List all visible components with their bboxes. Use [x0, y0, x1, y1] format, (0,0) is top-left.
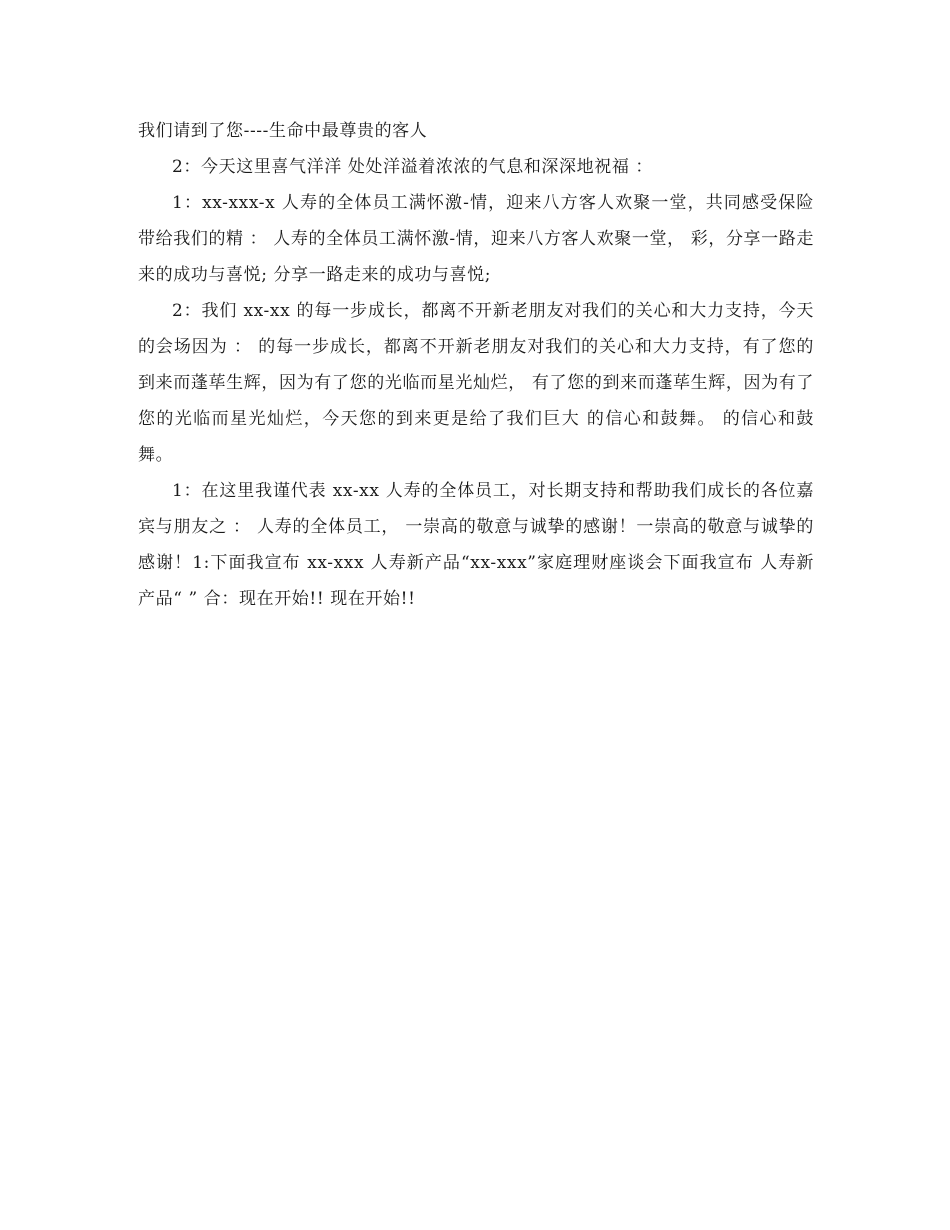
paragraph-2: 2：今天这里喜气洋洋 处处洋溢着浓浓的气息和深深地祝福 ： — [172, 157, 654, 177]
paragraph-5: 1：在这里我谨代表 xx-xx 人寿的全体员工，对长期支持和帮助我们成长的各位嘉宾与朋友之 ： 人寿的全体员工， 一崇高的敬意与诚挚的感谢！一崇高的敬意与诚挚的感谢！1:下面我宣布 xx-xxx 人寿新产品“xx-xxx”家庭理财座谈会下面我宣布 人寿新产品“ ” 合：现在开始!! 现在开始!! — [138, 481, 814, 609]
paragraph-4: 2：我们 xx-xx 的每一步成长，都离不开新老朋友对我们的关心和大力支持，今天的会场因为 ： 的每一步成长，都离不开新老朋友对我们的关心和大力支持，有了您的到来而蓬荜生辉，因为有了您的光临而星光灿烂， 有了您的到来而蓬荜生辉，因为有了您的光临而星光灿烂，今天您的到来更是给了我们巨大 的信心和鼓舞。 的信心和鼓舞。 — [138, 301, 814, 465]
paragraph-1: 我们请到了您----生命中最尊贵的客人 — [138, 121, 428, 141]
document-body — [138, 113, 814, 617]
paragraph-3: 1：xx-xxx-x 人寿的全体员工满怀激-情，迎来八方客人欢聚一堂，共同感受保险带给我们的精 ： 人寿的全体员工满怀激-情，迎来八方客人欢聚一堂， 彩，分享一路走来的成功与喜悦; 分享一路走来的成功与喜悦; — [138, 193, 814, 285]
